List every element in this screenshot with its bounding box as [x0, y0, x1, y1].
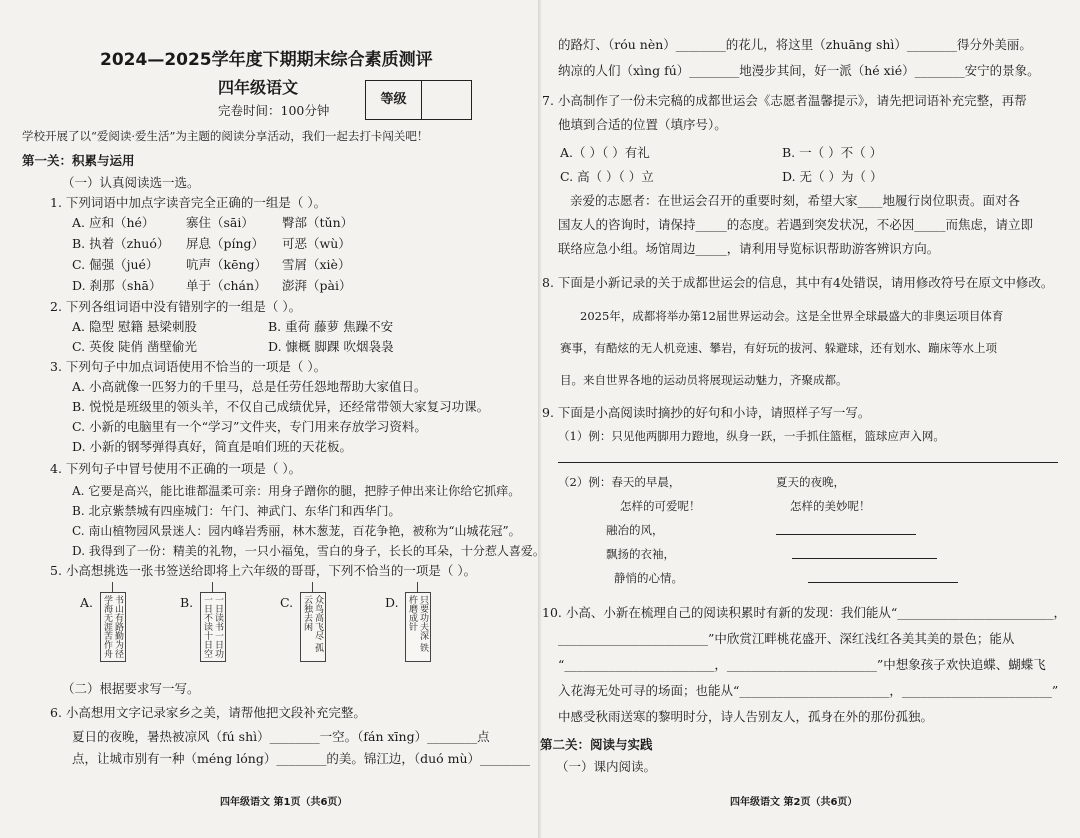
bookmark-3[interactable]: 只要功夫深 铁杵磨成针	[405, 592, 431, 662]
page-1-footer: 四年级语文 第1页（共6页）	[220, 797, 348, 808]
page-2-footer: 四年级语文 第2页（共6页）	[730, 797, 858, 808]
question-1: 1. 下列词语中加点字读音完全正确的一组是（ ）。	[50, 195, 327, 210]
answer-line-9-1[interactable]	[558, 462, 1058, 463]
grade-label: 等级	[366, 81, 422, 119]
option-4-2[interactable]: C. 南山植物园风景迷人：园内峰岩秀丽，林木葱茏，百花争艳，被称为“山城花冠”。	[72, 524, 521, 538]
exam-title: 2024—2025学年度下期期末综合素质测评	[100, 50, 433, 70]
answer-line-poem-1[interactable]	[776, 534, 916, 535]
option-1-0-1[interactable]: 寨住（sāi）	[186, 215, 254, 230]
question-9-2-label: （2）例：春天的早晨，	[558, 475, 681, 489]
option-2-0-0[interactable]: A. 隐型 慰籍 悬梁刺股	[72, 319, 197, 334]
option-4-3[interactable]: D. 我得到了一份：精美的礼物，一只小福兔，雪白的身子，长长的耳朵，十分惹人喜爱。	[72, 544, 545, 558]
option-1-3-2[interactable]: 澎湃（pài）	[282, 278, 352, 293]
question-4: 4. 下列句子中冒号使用不正确的一项是（ ）。	[50, 461, 302, 476]
option-1-2-0[interactable]: C. 倔强（jué）	[72, 257, 159, 272]
bookmark-label-0[interactable]: A.	[80, 595, 94, 610]
question-2: 2. 下列各组词语中没有错别字的一组是（ ）。	[50, 299, 302, 314]
part-1-heading: （一）认真阅读选一选。	[62, 175, 200, 190]
question-8-para-2: 赛事，有酷炫的无人机竞速、攀岩，有好玩的拔河、躲避球，还有划水、蹦床等水上项	[560, 341, 997, 355]
option-2-1-0[interactable]: C. 英俊 陡俏 凿壁偷光	[72, 339, 198, 354]
question-8: 8. 下面是小新记录的关于成都世运会的信息，其中有4处错误，请用修改符号在原文中修改。	[542, 275, 1054, 290]
bookmark-label-3[interactable]: D.	[385, 595, 399, 610]
question-6-line-1: 夏日的夜晚，暑热被凉风（fú shì）________一空。（fán xīng）________点	[72, 729, 490, 744]
grade-box	[365, 80, 472, 120]
option-1-2-1[interactable]: 吭声（kēng）	[186, 257, 268, 272]
question-8-para-1: 2025年，成都将举办第12届世界运动会。这是全世界全球最盛大的非奥运项目体育	[580, 309, 1004, 323]
option-1-1-0[interactable]: B. 执着（zhuó）	[72, 236, 170, 251]
question-5: 5. 小高想挑选一张书签送给即将上六年级的哥哥，下列不恰当的一项是（ ）。	[50, 563, 477, 578]
bookmark-label-1[interactable]: B.	[180, 595, 194, 610]
question-9-1: （1）例：只见他两脚用力蹬地，纵身一跃，一手抓住篮框，篮球应声入网。	[558, 429, 945, 443]
exam-time: 完卷时间：100分钟	[218, 103, 330, 118]
option-3-2[interactable]: C. 小新的电脑里有一个“学习”文件夹，专门用来存放学习资料。	[72, 419, 427, 434]
question-7-para-1: 亲爱的志愿者：在世运会召开的重要时刻，希望大家____地履行岗位职责。面对各	[570, 193, 1021, 208]
poem-summer-line-1: 夏天的夜晚，	[776, 475, 845, 489]
answer-line-poem-2[interactable]	[792, 558, 937, 559]
option-3-0[interactable]: A. 小高就像一匹努力的千里马，总是任劳任怨地帮助大家值日。	[72, 379, 427, 394]
option-7-0-0[interactable]: A.（ ）（ ）有礼	[560, 145, 650, 160]
bookmark-label-2[interactable]: C.	[280, 595, 294, 610]
bookmark-string-3	[417, 582, 418, 592]
question-10-line-4: 入花海无处可寻的场面；也能从“________________________，________________________”	[558, 683, 1059, 698]
question-7-line-2: 他填到合适的位置（填序号）。	[558, 117, 727, 132]
bookmark-1[interactable]: 一日读书一日功 一日不读十日空	[200, 592, 226, 662]
option-2-1-1[interactable]: D. 慷概 脚踝 吹烟袅袅	[268, 339, 394, 354]
option-7-1-1[interactable]: D. 无（ ）为（ ）	[782, 169, 883, 184]
section-2-heading: 第二关：阅读与实践	[540, 737, 653, 752]
reading-part-1-heading: （一）课内阅读。	[556, 759, 657, 774]
option-1-2-2[interactable]: 雪屑（xiè）	[282, 257, 351, 272]
option-4-0[interactable]: A. 它要是高兴，能比谁都温柔可亲：用身子蹭你的腿，把脖子伸出来让你给它抓痒。	[72, 484, 521, 498]
option-1-0-2[interactable]: 臀部（tǔn）	[282, 215, 354, 230]
bookmark-string-0	[112, 582, 113, 592]
option-1-1-2[interactable]: 可恶（wù）	[282, 236, 351, 251]
question-9-2-line-3: 融冶的风，	[606, 523, 664, 537]
question-6-line-2: 点，让城市别有一种（méng lóng）________的美。锦江边，（duó mù）________	[72, 751, 531, 766]
question-7-para-2: 国友人的咨询时，请保持_____的态度。若遇到突发状况，不必因_____而焦虑，请立即	[558, 217, 1034, 232]
option-1-3-0[interactable]: D. 刹那（shā）	[72, 278, 162, 293]
poem-summer-line-2: 怎样的美妙呢！	[790, 499, 871, 513]
option-3-3[interactable]: D. 小新的钢琴弹得真好，简直是咱们班的天花板。	[72, 439, 353, 454]
question-9-2-line-5: 静悄的心情。	[614, 571, 683, 585]
intro-text: 学校开展了以“爱阅读·爱生活”为主题的阅读分享活动，我们一起去打卡闯关吧！	[22, 129, 429, 143]
question-10-line-5: 中感受秋雨送寒的黎明时分，诗人告别友人，孤身在外的那份孤独。	[558, 709, 934, 724]
option-3-1[interactable]: B. 悦悦是班级里的领头羊，不仅自己成绩优异，还经常带领大家复习功课。	[72, 399, 490, 414]
q6-continued-line-1: 的路灯、（róu nèn）________的花儿，将这里（zhuāng shì）________得分外美丽。	[558, 37, 1032, 52]
answer-line-poem-3[interactable]	[808, 582, 958, 583]
option-7-0-1[interactable]: B. 一（ ）不（ ）	[782, 145, 883, 160]
option-1-3-1[interactable]: 单于（chán）	[186, 278, 267, 293]
bookmark-0[interactable]: 书山有路勤为径 学海无涯苦作舟	[100, 592, 126, 662]
bookmark-2[interactable]: 众鸟高飞尽 孤云独去闲	[300, 592, 326, 662]
section-1-heading: 第一关：积累与运用	[22, 153, 135, 168]
q6-continued-line-2: 纳凉的人们（xìng fú）________地漫步其间，好一派（hé xié）________安宁的景象。	[558, 63, 1040, 78]
option-4-1[interactable]: B. 北京紫禁城有四座城门：午门、神武门、东华门和西华门。	[72, 504, 401, 518]
option-1-0-0[interactable]: A. 应和（hé）	[72, 215, 155, 230]
question-6: 6. 小高想用文字记录家乡之美，请帮他把文段补充完整。	[50, 705, 366, 720]
question-9-2-line-2: 怎样的可爱呢！	[620, 499, 701, 513]
question-9-2-line-4: 飘扬的衣袖，	[606, 547, 675, 561]
page-2	[540, 0, 1080, 838]
question-7-para-3: 联络应急小组。场馆周边_____，请利用导览标识帮助游客辨识方向。	[558, 241, 940, 256]
option-2-0-1[interactable]: B. 重荷 藤萝 焦躁不安	[268, 319, 394, 334]
question-10: 10. 小高、小新在梳理自己的阅读积累时有新的发现：我们能从“_________________________，	[542, 605, 1066, 620]
question-8-para-3: 目。来自世界各地的运动员将展现运动魅力，齐聚成都。	[560, 373, 848, 387]
option-7-1-0[interactable]: C. 高（ ）（ ）立	[560, 169, 654, 184]
bookmark-string-1	[212, 582, 213, 592]
bookmark-string-2	[312, 582, 313, 592]
part-2-heading: （二）根据要求写一写。	[62, 681, 200, 696]
option-1-1-1[interactable]: 屏息（píng）	[186, 236, 265, 251]
question-10-line-3: “________________________，________________________”中想象孩子欢快追蝶、蝴蝶飞	[558, 657, 1046, 672]
grade-field[interactable]	[422, 81, 471, 119]
exam-subtitle: 四年级语文	[218, 78, 299, 97]
question-9: 9. 下面是小高阅读时摘抄的好句和小诗，请照样子写一写。	[542, 405, 871, 420]
question-7: 7. 小高制作了一份未完稿的成都世运会《志愿者温馨提示》，请先把词语补充完整，再帮	[542, 93, 1027, 108]
question-10-line-2: ________________________”中欣赏江畔桃花盛开、深红浅红各美其美的景色；能从	[558, 631, 1015, 646]
question-3: 3. 下列句子中加点词语使用不恰当的一项是（ ）。	[50, 359, 327, 374]
